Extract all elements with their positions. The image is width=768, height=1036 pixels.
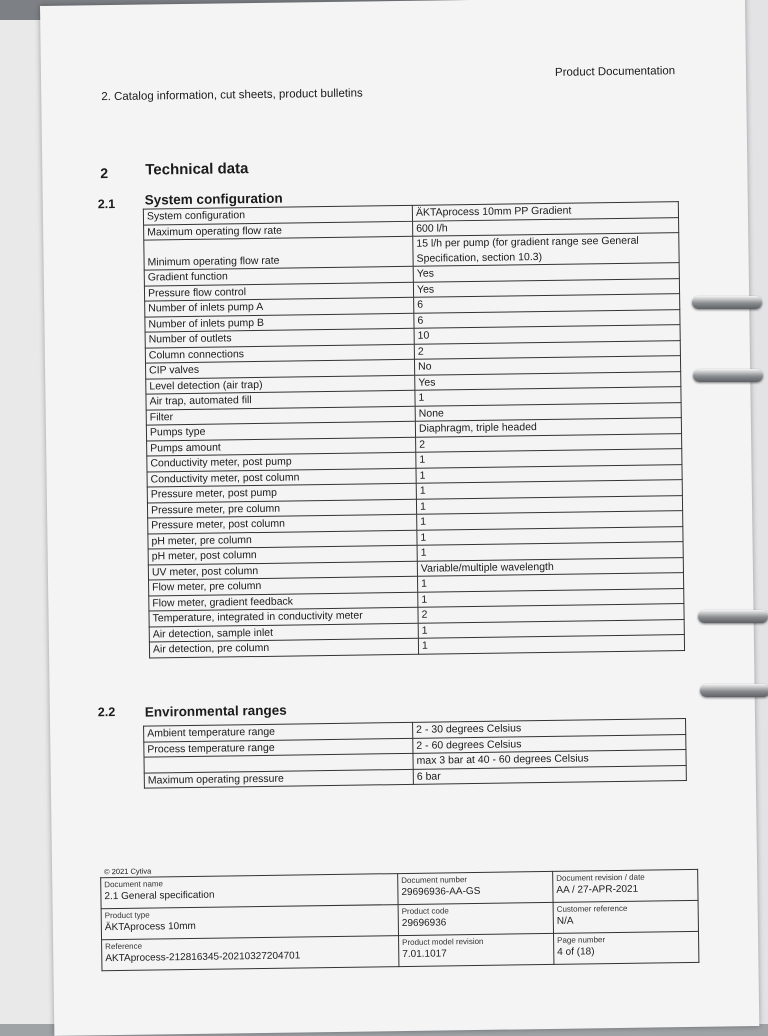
value-cell: Yes xyxy=(415,371,681,390)
copyright: © 2021 Cytiva xyxy=(104,866,152,877)
footer-product-type: Product type ÄKTAprocess 10mm xyxy=(101,905,398,940)
value-cell: 2 xyxy=(416,433,682,452)
header-left: 2. Catalog information, cut sheets, product bulletins xyxy=(101,87,363,104)
parameter-cell: Maximum operating pressure xyxy=(144,769,413,788)
binder-ring xyxy=(700,684,768,697)
value-cell: Yes xyxy=(413,278,679,297)
parameter-cell: Process temperature range xyxy=(144,738,413,757)
value-cell: 6 bar xyxy=(413,765,686,784)
parameter-cell: Conductivity meter, post pump xyxy=(147,452,416,471)
value-cell: 10 xyxy=(414,325,680,344)
document-page xyxy=(40,0,759,1036)
binder-ring xyxy=(692,296,762,309)
binder-ring xyxy=(698,610,768,623)
subsection-title-2-2: Environmental ranges xyxy=(144,702,287,720)
parameter-cell: Temperature, integrated in conductivity meter xyxy=(149,607,418,626)
value-cell: 1 xyxy=(416,464,682,483)
footer-revision: Document revision / date AA / 27-APR-2021 xyxy=(553,869,698,902)
parameter-cell: Column connections xyxy=(145,344,414,363)
header-right: Product Documentation xyxy=(554,65,676,79)
parameter-cell: Number of outlets xyxy=(145,328,414,347)
parameter-cell: Gradient function xyxy=(144,266,413,285)
footer-model-revision: Product model revision 7.01.1017 xyxy=(399,933,554,966)
section-number: 2 xyxy=(100,165,109,182)
value-cell: 1 xyxy=(416,449,682,468)
subsection-title-2-1: System configuration xyxy=(144,190,283,208)
parameter-cell: Air detection, pre column xyxy=(149,638,418,657)
parameter-cell: Pumps amount xyxy=(147,437,416,456)
parameter-cell: Air trap, automated fill xyxy=(146,390,415,409)
value-cell: Diaphragm, triple headed xyxy=(415,418,681,437)
footer-reference: Reference AKTAprocess-212816345-20210327204701 xyxy=(102,936,399,971)
system-configuration-table xyxy=(143,201,685,658)
parameter-cell: Number of inlets pump B xyxy=(145,313,414,332)
value-cell: Yes xyxy=(413,263,679,282)
parameter-cell: Flow meter, gradient feedback xyxy=(149,592,418,611)
value-cell: 2 xyxy=(418,604,684,623)
parameter-cell: Pumps type xyxy=(146,421,415,440)
footer-doc-name: Document name 2.1 General specification xyxy=(101,874,398,909)
footer-doc-number: Document number 29696936-AA-GS xyxy=(398,871,553,904)
value-cell: 1 xyxy=(416,480,682,499)
parameter-cell: Maximum operating flow rate xyxy=(144,221,413,240)
value-cell: 1 xyxy=(415,387,681,406)
parameter-cell: Pressure meter, pre column xyxy=(147,499,416,518)
parameter-cell: UV meter, post column xyxy=(148,561,417,580)
parameter-cell: Conductivity meter, post column xyxy=(147,468,416,487)
parameter-cell: pH meter, post column xyxy=(148,545,417,564)
value-cell: 2 - 30 degrees Celsius xyxy=(413,719,686,738)
parameter-cell: Filter xyxy=(146,406,415,425)
binder-ring xyxy=(693,369,763,382)
value-cell: 6 xyxy=(414,309,680,328)
parameter-cell: Pressure meter, post column xyxy=(148,514,417,533)
parameter-cell: Minimum operating flow rate xyxy=(144,236,413,270)
value-cell: max 3 bar at 40 - 60 degrees Celsius xyxy=(413,750,686,769)
section-title: Technical data xyxy=(145,160,249,179)
value-cell: 1 xyxy=(418,635,684,654)
value-cell: 600 l/h xyxy=(413,217,679,236)
parameter-cell: pH meter, pre column xyxy=(148,530,417,549)
parameter-cell: System configuration xyxy=(143,205,412,224)
value-cell: 2 xyxy=(414,340,680,359)
value-cell: 1 xyxy=(416,495,682,514)
value-cell: 1 xyxy=(417,573,683,592)
parameter-cell: Number of inlets pump A xyxy=(145,297,414,316)
parameter-cell: Pressure meter, post pump xyxy=(147,483,416,502)
value-cell: 6 xyxy=(414,294,680,313)
parameter-cell: Ambient temperature range xyxy=(144,722,413,741)
value-cell: 1 xyxy=(418,619,684,638)
parameter-cell: CIP valves xyxy=(145,359,414,378)
value-cell: 15 l/h per pump (for gradient range see General Specification, section 10.3) xyxy=(413,233,679,267)
value-cell: 1 xyxy=(417,526,683,545)
value-cell: Variable/multiple wavelength xyxy=(417,557,683,576)
value-cell: No xyxy=(414,356,680,375)
environmental-ranges-table xyxy=(143,718,687,789)
parameter-cell: Air detection, sample inlet xyxy=(149,623,418,642)
parameter-cell: Level detection (air trap) xyxy=(146,375,415,394)
subsection-number-2-2: 2.2 xyxy=(97,705,116,720)
parameter-cell: Flow meter, pre column xyxy=(149,576,418,595)
value-cell: None xyxy=(415,402,681,421)
footer-product-code: Product code 29696936 xyxy=(398,902,553,935)
parameter-cell: Pressure flow control xyxy=(144,282,413,301)
value-cell: ÄKTAprocess 10mm PP Gradient xyxy=(412,202,678,221)
footer-table xyxy=(100,866,699,971)
value-cell: 1 xyxy=(417,542,683,561)
value-cell: 2 - 60 degrees Celsius xyxy=(413,734,686,753)
footer-page-number: Page number 4 of (18) xyxy=(553,931,698,964)
footer-customer-reference: Customer reference N/A xyxy=(553,900,698,933)
value-cell: 1 xyxy=(417,511,683,530)
subsection-number-2-1: 2.1 xyxy=(97,196,116,212)
value-cell: 1 xyxy=(418,588,684,607)
